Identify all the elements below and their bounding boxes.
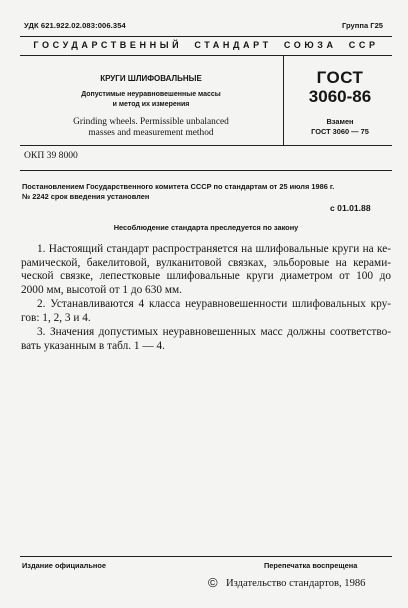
copyright-symbol: © xyxy=(208,575,218,590)
paragraph-1-line: 1. Настоящий стандарт распространяется на шлифовальные круги на ке- xyxy=(37,243,391,255)
paragraph-2 xyxy=(21,298,391,325)
title-ru-main: КРУГИ ШЛИФОВАЛЬНЫЕ xyxy=(100,74,202,83)
gost-number: 3060-86 xyxy=(308,87,372,106)
okp-code: ОКП 39 8000 xyxy=(24,150,78,161)
title-en-1: Grinding wheels. Permissible unbalanced xyxy=(73,117,229,127)
title-ru-sub-1: Допустимые неуравновешенные массы xyxy=(81,91,221,98)
group-code: Группа Г25 xyxy=(342,21,384,30)
paragraph-1 xyxy=(21,243,391,297)
title-ru-sub-2: и метод их измерения xyxy=(112,101,190,108)
reprint-prohibited: Перепечатка воспрещена xyxy=(264,561,358,570)
effective-date: с 01.01.88 xyxy=(330,203,371,213)
okp-rule xyxy=(20,170,392,171)
title-divider xyxy=(283,56,284,145)
state-standard-banner: ГОСУДАРСТВЕННЫЙ СТАНДАРТ СОЮЗА ССР xyxy=(33,40,379,50)
replaces-label: Взамен xyxy=(326,117,354,126)
legal-notice: Несоблюдение стандарта преследуется по закону xyxy=(113,223,299,232)
replaces-value: ГОСТ 3060 — 75 xyxy=(311,127,369,136)
official-edition: Издание официальное xyxy=(22,561,107,570)
paragraph-3-line: 3. Значения допустимых неуравновешенных масс должны соответство- xyxy=(37,326,391,338)
paragraph-2-line: гов: 1, 2, 3 и 4. xyxy=(21,311,91,324)
title-en-2: masses and measurement method xyxy=(88,128,214,138)
title-rule-bottom xyxy=(20,145,392,146)
footer-rule xyxy=(20,556,392,557)
paragraph-1-line: ческой связке, лепестковые шлифовальные круги диаметром от 100 до xyxy=(21,270,391,283)
gost-label: ГОСТ xyxy=(316,68,364,87)
paragraph-1-line: рамической, бакелитовой, вулканитовой связках, эльборовые на керами- xyxy=(21,256,391,269)
paragraph-3-line: вать указанным в табл. 1 — 4. xyxy=(21,339,165,352)
paragraph-1-line: 2000 мм, высотой от 1 до 630 мм. xyxy=(21,283,182,296)
paragraph-3 xyxy=(21,326,391,353)
decree-line-1: Постановлением Государственного комитета СССР по стандартам от 25 июля 1986 г. xyxy=(22,182,335,191)
udc-code: УДК 621.922.02.083:006.354 xyxy=(24,21,126,30)
header-rule-top xyxy=(20,36,392,37)
decree-line-2: № 2242 срок введения установлен xyxy=(22,192,150,201)
copyright-text: Издательство стандартов, 1986 xyxy=(226,578,366,589)
paragraph-2-line: 2. Устанавливаются 4 класса неуравновешенности шлифовальных кру- xyxy=(37,298,391,310)
header-rule-bottom xyxy=(20,55,392,56)
